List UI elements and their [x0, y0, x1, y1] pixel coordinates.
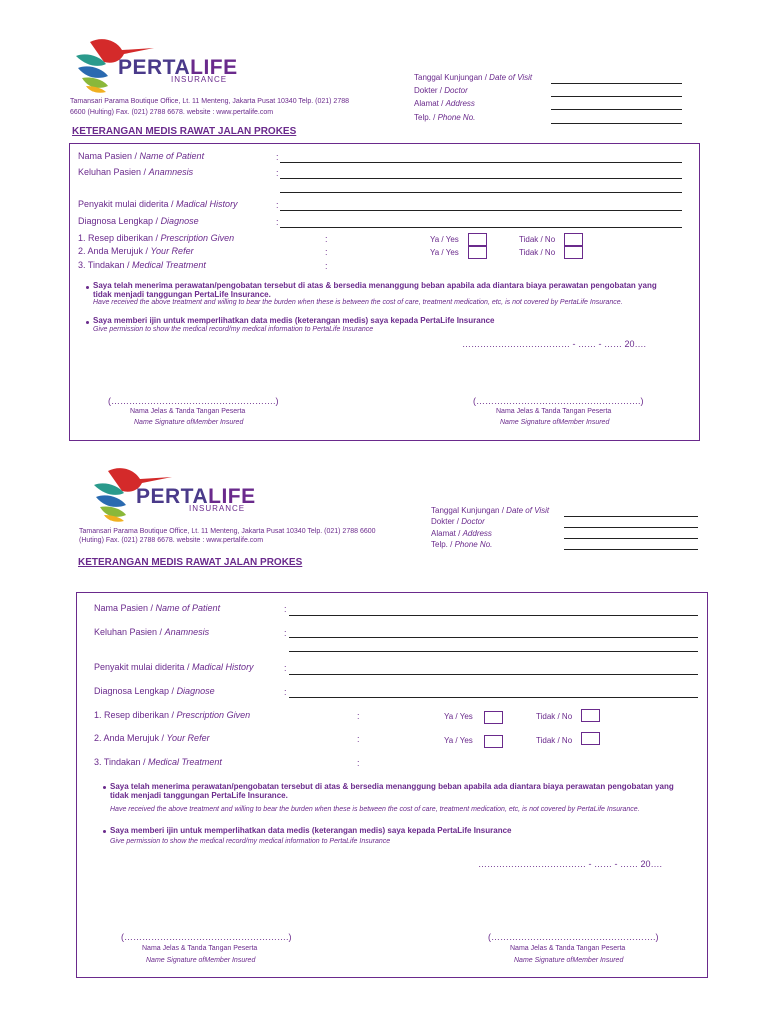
address-label: Alamat / Address [431, 529, 492, 538]
visit-date-label: Tanggal Kunjungan / Date of Visit [414, 73, 533, 82]
form-title: KETERANGAN MEDIS RAWAT JALAN PROKES [78, 557, 303, 568]
statement-1-id: Saya telah menerima perawatan/pengobatan tersebut di atas & bersedia menanggung beban apabila ada diantara biaya perawatan pengobatan yang tidak menjadi tanggungan PertaLife Insurance. [93, 281, 657, 299]
logo-brand-life: LIFE [208, 485, 256, 508]
signature-right-label: Nama Jelas & Tanda Tangan Peserta [510, 945, 626, 952]
logo-brand-perta: PERTA [118, 56, 191, 79]
patient-name-line[interactable] [289, 615, 698, 616]
signature-right-label-en: Name Signature ofMember Insured [500, 419, 610, 426]
refer-colon: : [357, 734, 360, 744]
doctor-line[interactable] [564, 527, 698, 528]
complaint-colon: : [276, 168, 279, 178]
visit-date-label: Tanggal Kunjungan / Date of Visit [431, 506, 550, 515]
treatment-colon: : [325, 261, 328, 271]
date-place-line[interactable]: ……………………………… - …… - …… 20…. [462, 339, 647, 349]
history-line[interactable] [289, 674, 698, 675]
patient-name-label: Nama Pasien / Name of Patient [78, 151, 205, 161]
phone-label: Telp. / Phone No. [431, 540, 493, 549]
complaint-label: Keluhan Pasien / Anamnesis [78, 167, 194, 177]
logo-brand-perta: PERTA [136, 485, 209, 508]
refer-label: 2. Anda Merujuk / Your Refer [78, 246, 194, 256]
refer-yes-checkbox[interactable] [468, 246, 487, 259]
address-line[interactable] [564, 538, 698, 539]
patient-name-label: Nama Pasien / Name of Patient [94, 603, 221, 613]
statement-1-en: Have received the above treatment and willing to bear the burden when these is between the cost of care, treatment medication, etc, is not covered by PertaLife Insurance. [110, 806, 640, 813]
refer-no-label: Tidak / No [536, 736, 573, 745]
doctor-label: Dokter / Doctor [414, 86, 468, 95]
signature-right-dots[interactable]: (……………………………………………….) [488, 932, 659, 942]
history-label: Penyakit mulai diderita / Madical History [78, 199, 238, 209]
history-colon: : [284, 663, 287, 673]
prescription-no-checkbox[interactable] [581, 709, 600, 722]
signature-left-dots[interactable]: (……………………………………………….) [121, 932, 292, 942]
logo-subtitle: INSURANCE [189, 504, 246, 513]
signature-left-label-en: Name Signature ofMember Insured [146, 957, 256, 964]
phone-label: Telp. / Phone No. [414, 113, 476, 122]
prescription-yes-label: Ya / Yes [430, 235, 459, 244]
refer-no-checkbox[interactable] [581, 732, 600, 745]
visit-date-line[interactable] [564, 516, 698, 517]
treatment-label: 3. Tindakan / Medical Treatment [78, 260, 206, 270]
pertalife-logo [72, 34, 238, 94]
company-address-line-2: (Huting) Fax. (021) 2788 6678. website : www.pertalife.com [79, 537, 264, 544]
complaint-line-2[interactable] [289, 651, 698, 652]
diagnose-colon: : [284, 687, 287, 697]
company-address-line-1: Tamansari Parama Boutique Office, Lt. 11 Menteng, Jakarta Pusat 10340 Telp. (021) 2788 6600 [79, 528, 376, 535]
statement-2-en: Give permission to show the medical record/my medical information to PertaLife Insurance [110, 838, 391, 845]
refer-yes-label: Ya / Yes [444, 736, 473, 745]
signature-right-label: Nama Jelas & Tanda Tangan Peserta [496, 408, 612, 415]
signature-left-label: Nama Jelas & Tanda Tangan Peserta [142, 945, 258, 952]
prescription-colon: : [325, 234, 328, 244]
form-title: KETERANGAN MEDIS RAWAT JALAN PROKES [72, 126, 297, 137]
history-line[interactable] [280, 210, 682, 211]
prescription-label: 1. Resep diberikan / Prescription Given [94, 710, 251, 720]
refer-yes-checkbox[interactable] [484, 735, 503, 748]
statement-2-en: Give permission to show the medical record/my medical information to PertaLife Insurance [93, 326, 374, 333]
refer-label: 2. Anda Merujuk / Your Refer [94, 733, 210, 743]
phone-line[interactable] [564, 549, 698, 550]
signature-right-label-en: Name Signature ofMember Insured [514, 957, 624, 964]
history-colon: : [276, 200, 279, 210]
prescription-label: 1. Resep diberikan / Prescription Given [78, 233, 235, 243]
pertalife-logo [90, 462, 256, 524]
phone-line[interactable] [551, 123, 682, 124]
complaint-line-1[interactable] [280, 178, 682, 179]
doctor-line[interactable] [551, 96, 682, 97]
statement-1-bullet [86, 286, 89, 289]
complaint-colon: : [284, 628, 287, 638]
history-label: Penyakit mulai diderita / Madical History [94, 662, 254, 672]
signature-left-label-en: Name Signature ofMember Insured [134, 419, 244, 426]
refer-yes-label: Ya / Yes [430, 248, 459, 257]
company-address: Tamansari Parama Boutique Office, Lt. 11 Menteng, Jakarta Pusat 10340 Telp. (021) 2788 6600 (Hulting) Fax. (021) 2788 6678. website : www.pertalife.com [70, 98, 350, 116]
prescription-yes-checkbox[interactable] [468, 233, 487, 246]
logo-subtitle: INSURANCE [171, 75, 228, 84]
prescription-colon: : [357, 711, 360, 721]
patient-name-colon: : [276, 152, 279, 162]
date-place-line[interactable]: ……………………………… - …… - …… 20…. [478, 859, 663, 869]
logo-brand-life: LIFE [190, 56, 238, 79]
statement-2-bullet [86, 321, 89, 324]
visit-date-line[interactable] [551, 83, 682, 84]
diagnose-line[interactable] [280, 227, 682, 228]
statement-1-en: Have received the above treatment and willing to bear the burden when these is between the cost of care, treatment medication, etc, is not covered by PertaLife Insurance. [93, 299, 623, 306]
treatment-label: 3. Tindakan / Medical Treatment [94, 757, 222, 767]
treatment-colon: : [357, 758, 360, 768]
complaint-label: Keluhan Pasien / Anamnesis [94, 627, 210, 637]
signature-left-dots[interactable]: (……………………………………………….) [108, 396, 279, 406]
refer-no-checkbox[interactable] [564, 246, 583, 259]
complaint-line-2[interactable] [280, 192, 682, 193]
signature-right-dots[interactable]: (……………………………………………….) [473, 396, 644, 406]
refer-colon: : [325, 247, 328, 257]
statement-1-id: Saya telah menerima perawatan/pengobatan tersebut di atas & bersedia menanggung beban apabila ada diantara biaya perawatan pengobatan yang tidak menjadi tanggungan PertaLife Insurance. [110, 782, 674, 800]
diagnose-label: Diagnosa Lengkap / Diagnose [78, 216, 199, 226]
prescription-yes-checkbox[interactable] [484, 711, 503, 724]
diagnose-colon: : [276, 217, 279, 227]
address-label: Alamat / Address [414, 99, 475, 108]
statement-1-bullet [103, 786, 106, 789]
signature-left-label: Nama Jelas & Tanda Tangan Peserta [130, 408, 246, 415]
refer-no-label: Tidak / No [519, 248, 556, 257]
prescription-yes-label: Ya / Yes [444, 712, 473, 721]
diagnose-label: Diagnosa Lengkap / Diagnose [94, 686, 215, 696]
patient-name-line[interactable] [280, 162, 682, 163]
complaint-line-1[interactable] [289, 637, 698, 638]
doctor-label: Dokter / Doctor [431, 517, 485, 526]
statement-2-id: Saya memberi ijin untuk memperlihatkan data medis (keterangan medis) saya kepada PertaLife Insurance [110, 826, 512, 835]
diagnose-line[interactable] [289, 697, 698, 698]
address-line[interactable] [551, 109, 682, 110]
prescription-no-label: Tidak / No [536, 712, 573, 721]
prescription-no-label: Tidak / No [519, 235, 556, 244]
patient-name-colon: : [284, 604, 287, 614]
statement-2-id: Saya memberi ijin untuk memperlihatkan data medis (keterangan medis) saya kepada PertaLife Insurance [93, 316, 495, 325]
prescription-no-checkbox[interactable] [564, 233, 583, 246]
statement-2-bullet [103, 830, 106, 833]
